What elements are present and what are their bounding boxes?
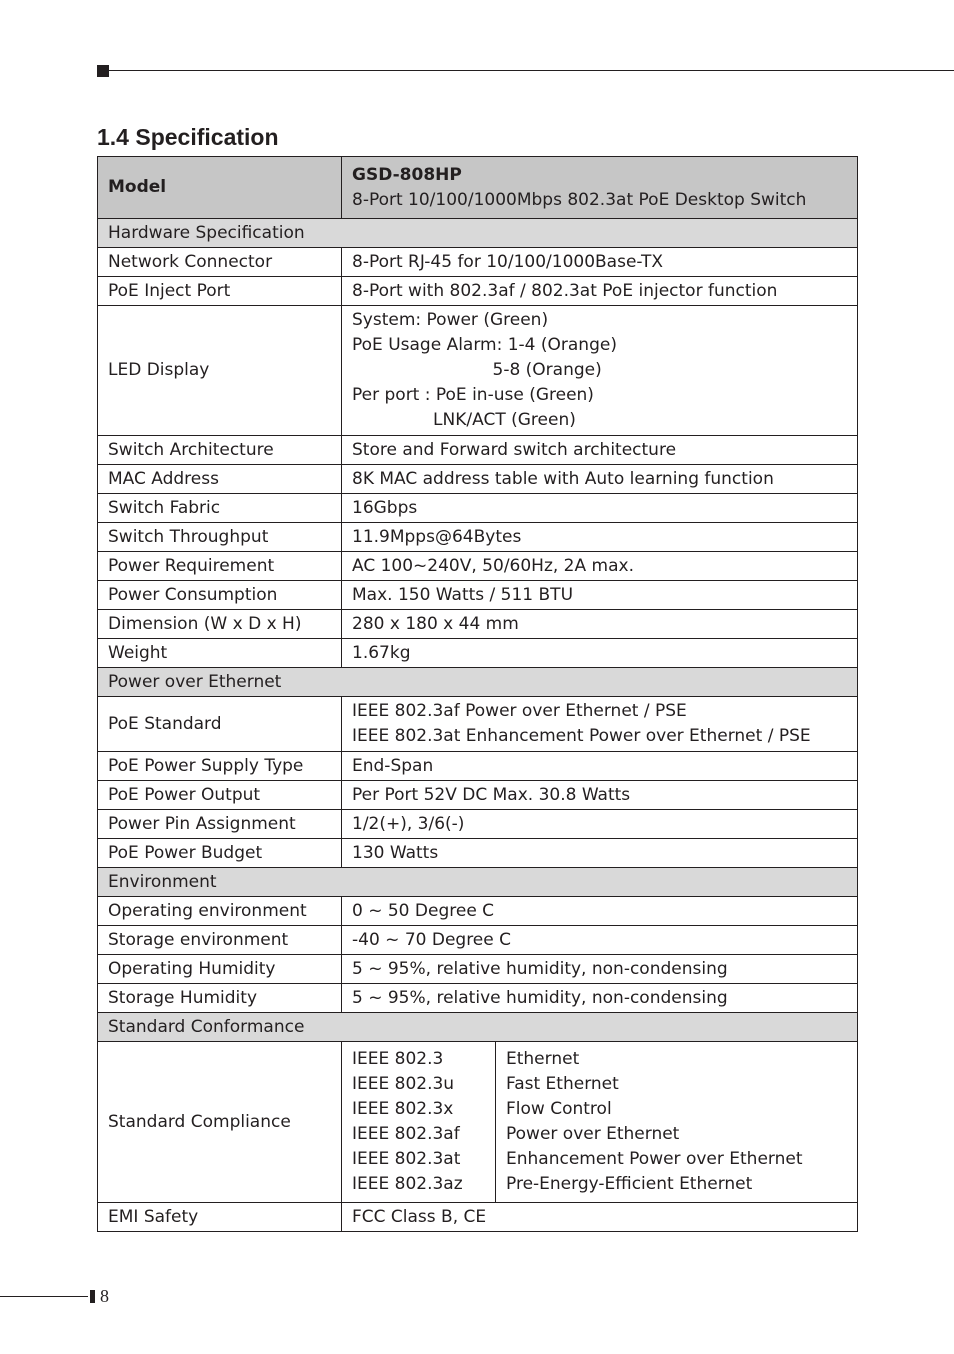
table-row bbox=[98, 494, 858, 523]
spec-label: Switch Fabric bbox=[98, 494, 342, 523]
footer-mark bbox=[90, 1290, 95, 1303]
spec-label: Power Requirement bbox=[98, 552, 342, 581]
spec-label: MAC Address bbox=[98, 465, 342, 494]
led-line: System: Power (Green) bbox=[352, 310, 549, 330]
standard-description: Ethernet bbox=[506, 1049, 580, 1069]
spec-value: FCC Class B, CE bbox=[342, 1203, 858, 1232]
table-row bbox=[98, 610, 858, 639]
standard-compliance-row bbox=[98, 1042, 858, 1203]
compliance-standards bbox=[342, 1042, 496, 1202]
poe-standard-line: IEEE 802.3at Enhancement Power over Ethernet / PSE bbox=[352, 726, 811, 746]
standard-id: IEEE 802.3x bbox=[352, 1099, 454, 1119]
spec-label: PoE Inject Port bbox=[98, 277, 342, 306]
spec-label: Switch Architecture bbox=[98, 436, 342, 465]
standard-id: IEEE 802.3at bbox=[352, 1149, 461, 1169]
standard-description: Flow Control bbox=[506, 1099, 612, 1119]
spec-label: Storage Humidity bbox=[98, 984, 342, 1013]
standard-description: Fast Ethernet bbox=[506, 1074, 619, 1094]
table-row bbox=[98, 752, 858, 781]
spec-label: EMI Safety bbox=[98, 1203, 342, 1232]
led-line: PoE Usage Alarm: 1-4 (Orange) bbox=[352, 335, 617, 355]
spec-label: Power Pin Assignment bbox=[98, 810, 342, 839]
table-row bbox=[98, 581, 858, 610]
spec-label: Switch Throughput bbox=[98, 523, 342, 552]
spec-label: Weight bbox=[98, 639, 342, 668]
table-row bbox=[98, 436, 858, 465]
header-rule bbox=[109, 70, 954, 71]
spec-value: 1/2(+), 3/6(-) bbox=[342, 810, 858, 839]
spec-label: Storage environment bbox=[98, 926, 342, 955]
standard-description: Pre-Energy-Efficient Ethernet bbox=[506, 1174, 753, 1194]
footer-rule bbox=[0, 1296, 88, 1297]
spec-value: 0 ~ 50 Degree C bbox=[342, 897, 858, 926]
spec-value: 16Gbps bbox=[342, 494, 858, 523]
table-row bbox=[98, 277, 858, 306]
spec-label: PoE Power Budget bbox=[98, 839, 342, 868]
spec-value: 280 x 180 x 44 mm bbox=[342, 610, 858, 639]
model-name: GSD-808HP bbox=[352, 164, 462, 185]
poe-standard-row bbox=[98, 697, 858, 752]
spec-value: Max. 150 Watts / 511 BTU bbox=[342, 581, 858, 610]
spec-value: 8K MAC address table with Auto learning function bbox=[342, 465, 858, 494]
table-header-row bbox=[98, 157, 858, 219]
compliance-descriptions bbox=[496, 1042, 803, 1202]
standard-id: IEEE 802.3af bbox=[352, 1124, 460, 1144]
table-row bbox=[98, 984, 858, 1013]
spec-value: Store and Forward switch architecture bbox=[342, 436, 858, 465]
table-row bbox=[98, 523, 858, 552]
section-title: 1.4 Specification bbox=[97, 124, 279, 150]
spec-value: 8-Port RJ-45 for 10/100/1000Base-TX bbox=[342, 248, 858, 277]
model-label: Model bbox=[98, 157, 342, 219]
spec-value: 8-Port with 802.3af / 802.3at PoE injector function bbox=[342, 277, 858, 306]
table-row bbox=[98, 810, 858, 839]
page-number: 8 bbox=[100, 1286, 109, 1306]
spec-label: Standard Compliance bbox=[98, 1042, 342, 1203]
table-row bbox=[98, 639, 858, 668]
spec-value: AC 100~240V, 50/60Hz, 2A max. bbox=[342, 552, 858, 581]
spec-value: 5 ~ 95%, relative humidity, non-condensing bbox=[342, 955, 858, 984]
section-label: Environment bbox=[98, 868, 858, 897]
section-label: Power over Ethernet bbox=[98, 668, 858, 697]
table-row bbox=[98, 839, 858, 868]
spec-value: 1.67kg bbox=[342, 639, 858, 668]
led-line: Per port : PoE in-use (Green) bbox=[352, 385, 594, 405]
section-label: Hardware Specification bbox=[98, 219, 858, 248]
led-line: 5-8 (Orange) bbox=[352, 360, 602, 380]
poe-standard-values bbox=[342, 697, 858, 752]
spec-label: PoE Standard bbox=[98, 697, 342, 752]
model-cell bbox=[342, 157, 858, 219]
spec-value: 5 ~ 95%, relative humidity, non-condensing bbox=[342, 984, 858, 1013]
poe-standard-line: IEEE 802.3af Power over Ethernet / PSE bbox=[352, 701, 687, 721]
section-row-environment bbox=[98, 868, 858, 897]
section-label: Standard Conformance bbox=[98, 1013, 858, 1042]
table-row bbox=[98, 781, 858, 810]
standard-description: Power over Ethernet bbox=[506, 1124, 680, 1144]
spec-label: LED Display bbox=[98, 306, 342, 436]
section-row-poe bbox=[98, 668, 858, 697]
section-row-hardware bbox=[98, 219, 858, 248]
spec-value: Per Port 52V DC Max. 30.8 Watts bbox=[342, 781, 858, 810]
table-row bbox=[98, 955, 858, 984]
section-row-standard bbox=[98, 1013, 858, 1042]
table-row bbox=[98, 465, 858, 494]
standard-description: Enhancement Power over Ethernet bbox=[506, 1149, 803, 1169]
spec-value: 130 Watts bbox=[342, 839, 858, 868]
table-row bbox=[98, 552, 858, 581]
header-square-mark bbox=[97, 65, 109, 77]
spec-label: Network Connector bbox=[98, 248, 342, 277]
standard-id: IEEE 802.3u bbox=[352, 1074, 455, 1094]
specification-table bbox=[97, 156, 858, 1232]
spec-label: PoE Power Output bbox=[98, 781, 342, 810]
spec-value: 11.9Mpps@64Bytes bbox=[342, 523, 858, 552]
spec-label: Operating Humidity bbox=[98, 955, 342, 984]
table-row bbox=[98, 897, 858, 926]
spec-value: -40 ~ 70 Degree C bbox=[342, 926, 858, 955]
spec-label: PoE Power Supply Type bbox=[98, 752, 342, 781]
spec-label: Dimension (W x D x H) bbox=[98, 610, 342, 639]
standard-id: IEEE 802.3 bbox=[352, 1049, 444, 1069]
spec-value: End-Span bbox=[342, 752, 858, 781]
led-display-values bbox=[342, 306, 858, 436]
standard-id: IEEE 802.3az bbox=[352, 1174, 463, 1194]
spec-label: Power Consumption bbox=[98, 581, 342, 610]
led-display-row bbox=[98, 306, 858, 436]
table-row bbox=[98, 1203, 858, 1232]
model-description: 8-Port 10/100/1000Mbps 802.3at PoE Desktop Switch bbox=[352, 189, 807, 210]
table-row bbox=[98, 248, 858, 277]
spec-label: Operating environment bbox=[98, 897, 342, 926]
compliance-cell bbox=[342, 1042, 858, 1203]
table-row bbox=[98, 926, 858, 955]
led-line: LNK/ACT (Green) bbox=[352, 410, 576, 430]
